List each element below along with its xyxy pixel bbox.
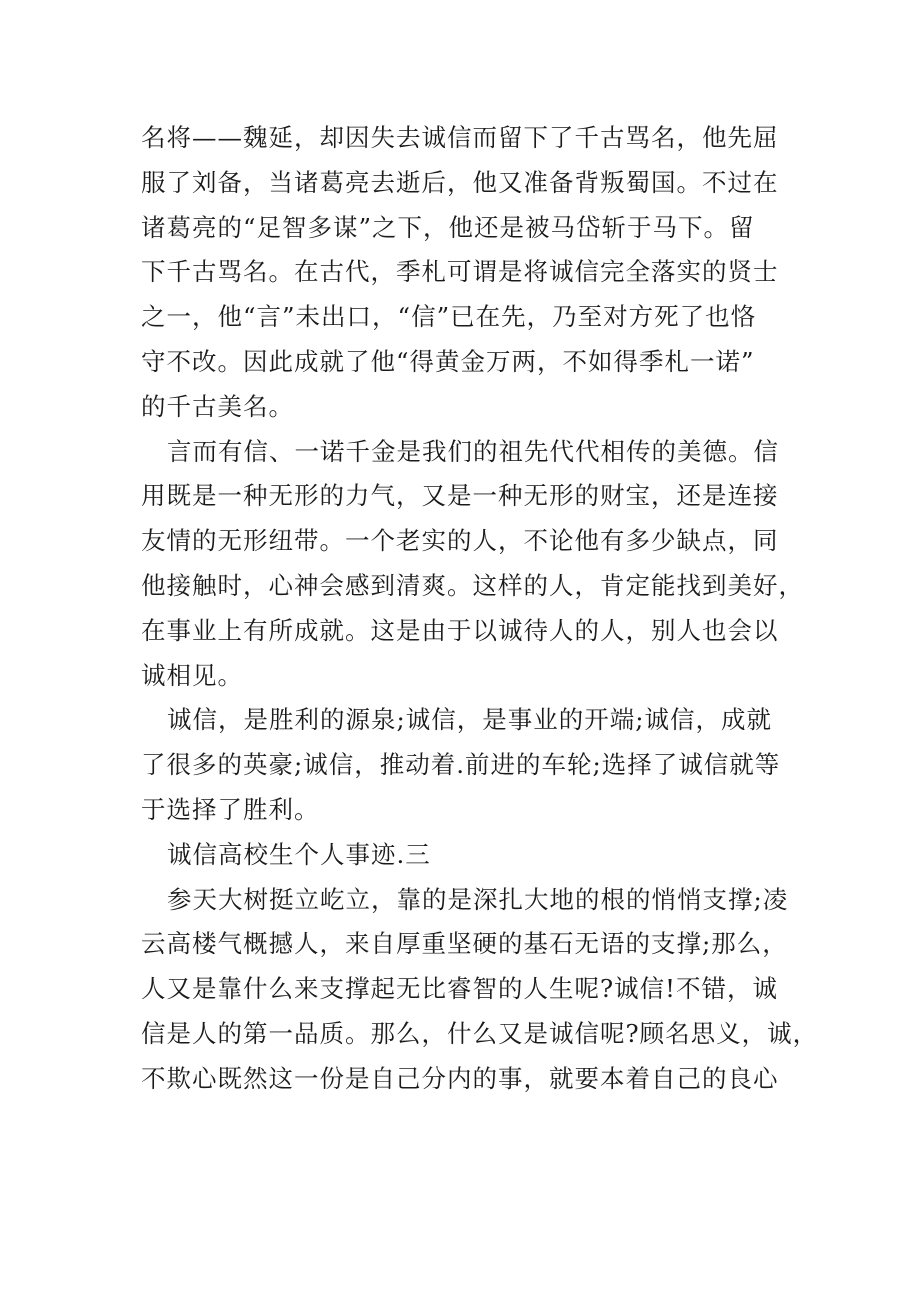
text-line: 之一，他“言”未出口，“信”已在先，乃至对方死了也恪 xyxy=(141,302,757,332)
text-line: 下千古骂名。在古代，季札可谓是将诚信完全落实的贤士 xyxy=(141,257,779,287)
text-line: 了很多的英豪;诚信，推动着.前进的车轮;选择了诚信就等 xyxy=(141,750,781,780)
text-line: 守不改。因此成就了他“得黄金万两，不如得季札一诺” xyxy=(141,346,755,376)
text-line: 名将——魏延，却因失去诚信而留下了千古骂名，他先屈 xyxy=(141,123,779,152)
text-line: 诸葛亮的“足智多谋”之下，他还是被马岱斩于马下。留 xyxy=(141,212,755,242)
text-line: 诚信，是胜利的源泉;诚信，是事业的开端;诚信，成就 xyxy=(167,705,773,735)
text-line: 于选择了胜利。 xyxy=(141,794,320,824)
text-line: 不欺心既然这一份是自己分内的事，就要本着自己的良心 xyxy=(141,1063,779,1093)
text-line: 信是人的第一品质。那么，什么又是诚信呢?顾名思义，诚， xyxy=(141,1018,819,1048)
section-heading: 诚信高校生个人事迹.三 xyxy=(167,839,431,869)
text-line: 人又是靠什么来支撑起无比睿智的人生呢?诚信!不错，诚 xyxy=(141,974,778,1004)
text-line: 用既是一种无形的力气，又是一种无形的财宝，还是连接 xyxy=(141,481,779,511)
text-line: 的千古美名。 xyxy=(141,391,294,421)
text-line: 言而有信、一诺千金是我们的祖先代代相传的美德。信 xyxy=(167,436,779,466)
text-line: 服了刘备，当诸葛亮去逝后，他又准备背叛蜀国。不过在 xyxy=(141,167,779,197)
text-line: 参天大树挺立屹立，靠的是深扎大地的根的悄悄支撑;凌 xyxy=(167,884,789,914)
document-body xyxy=(141,116,819,1102)
text-line: 他接触时，心神会感到清爽。这样的人，肯定能找到美好， xyxy=(141,570,804,600)
text-line: 在事业上有所成就。这是由于以诚待人的人，别人也会以 xyxy=(141,615,779,645)
text-line: 诚相见。 xyxy=(141,660,243,690)
text-line: 云高楼气概撼人，来自厚重坚硬的基石无语的支撑;那么， xyxy=(141,929,788,959)
text-line: 友情的无形纽带。一个老实的人，不论他有多少缺点，同 xyxy=(141,526,779,556)
